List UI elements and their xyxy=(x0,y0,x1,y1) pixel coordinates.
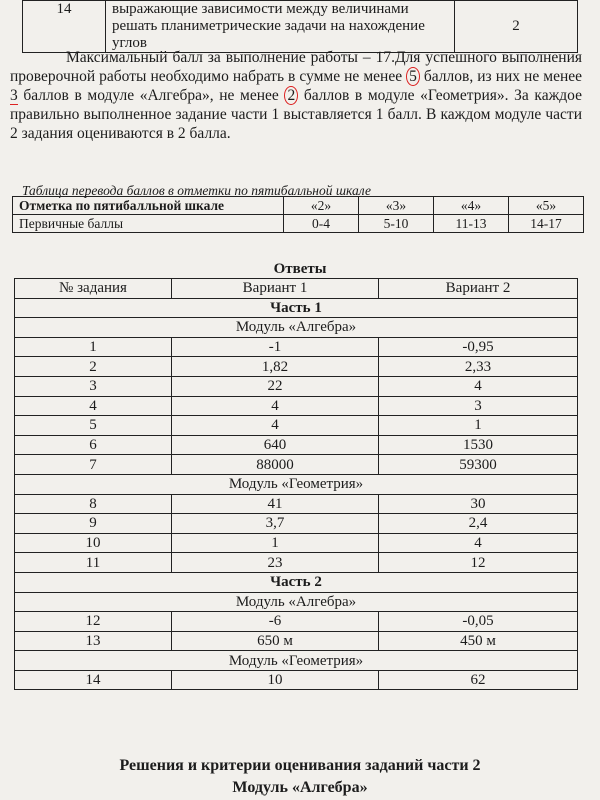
table-row xyxy=(15,455,578,475)
answers-title: Ответы xyxy=(273,261,327,277)
answer-v2: 30 xyxy=(379,494,578,514)
answer-v1: 1 xyxy=(172,533,379,553)
task-num: 5 xyxy=(15,416,172,436)
section-row xyxy=(15,298,578,318)
section-row xyxy=(15,592,578,612)
circled-mark: 5 xyxy=(406,67,420,86)
module-geometry-heading: Модуль «Геометрия» xyxy=(15,651,578,671)
scoring-text xyxy=(10,48,582,143)
task-num: 7 xyxy=(15,455,172,475)
grade-conversion-table xyxy=(12,196,584,233)
module-algebra-heading: Модуль «Алгебра» xyxy=(15,592,578,612)
text-segment: Максимальный балл за выполнение работы – 17.Для успешного выполнения проверочной работы необходимо набрать в сумме не менее xyxy=(10,49,582,85)
range-cell: 5-10 xyxy=(359,215,434,233)
task-num: 8 xyxy=(15,494,172,514)
points-row-header: Первичные баллы xyxy=(13,215,284,233)
grade-table-caption: Таблица перевода баллов в отметки по пятибалльной шкале xyxy=(22,183,371,198)
text-segment: баллов в модуле «Геометрия». За каждое правильно выполненное задание части 1 выставляется 1 балл. В каждом модуле части 2 задания оцениваются в 2 балла. xyxy=(10,87,583,142)
module-algebra-heading: Модуль «Алгебра» xyxy=(15,318,578,338)
range-cell: 14-17 xyxy=(509,215,584,233)
table-row xyxy=(23,1,578,53)
answer-v2: 450 м xyxy=(379,631,578,651)
answer-v1: 10 xyxy=(172,670,379,690)
col-v2-header: Вариант 2 xyxy=(379,279,578,299)
grade-cell: «3» xyxy=(359,197,434,215)
grade-cell: «2» xyxy=(284,197,359,215)
module-geometry-heading: Модуль «Геометрия» xyxy=(15,474,578,494)
part2-heading: Часть 2 xyxy=(15,572,578,592)
answer-v2: 12 xyxy=(379,553,578,573)
answer-v2: -0,95 xyxy=(379,337,578,357)
section-row xyxy=(15,318,578,338)
task-num: 12 xyxy=(15,612,172,632)
answer-v1: 22 xyxy=(172,376,379,396)
grade-cell: «4» xyxy=(434,197,509,215)
task-number: 14 xyxy=(23,1,106,53)
answer-v2: 62 xyxy=(379,670,578,690)
task-num: 1 xyxy=(15,337,172,357)
section-row xyxy=(15,651,578,671)
table-row xyxy=(15,396,578,416)
part1-heading: Часть 1 xyxy=(15,298,578,318)
solutions-subheading: Модуль «Алгебра» xyxy=(232,779,368,796)
skill-line-1: решать планиметрические задачи на нахождение xyxy=(112,18,425,34)
task-num: 9 xyxy=(15,514,172,534)
text-segment: баллов в модуле «Алгебра», не менее xyxy=(23,87,279,104)
table-row xyxy=(15,631,578,651)
col-v1-header: Вариант 1 xyxy=(172,279,379,299)
task-num: 6 xyxy=(15,435,172,455)
table-row xyxy=(15,670,578,690)
circled-mark: 2 xyxy=(284,86,298,105)
skill-line-2: углов xyxy=(112,35,147,51)
text-segment: баллов, из них не менее xyxy=(423,68,583,85)
table-row xyxy=(15,435,578,455)
grade-row-header: Отметка по пятибалльной шкале xyxy=(13,197,284,215)
skills-table xyxy=(22,0,578,53)
answer-v2: 4 xyxy=(379,533,578,553)
table-header-row xyxy=(15,279,578,299)
answer-v2: 3 xyxy=(379,396,578,416)
answer-v2: 4 xyxy=(379,376,578,396)
answer-v1: 88000 xyxy=(172,455,379,475)
skill-description xyxy=(106,1,455,53)
grade-cell: «5» xyxy=(509,197,584,215)
task-num: 13 xyxy=(15,631,172,651)
answer-v2: 1530 xyxy=(379,435,578,455)
skill-points: 2 xyxy=(455,1,578,53)
skill-prev-line: выражающие зависимости между величинами xyxy=(112,1,409,17)
answer-v1: -1 xyxy=(172,337,379,357)
answer-v2: 59300 xyxy=(379,455,578,475)
table-row xyxy=(15,494,578,514)
table-row xyxy=(15,376,578,396)
answer-v2: 2,4 xyxy=(379,514,578,534)
task-num: 11 xyxy=(15,553,172,573)
table-row xyxy=(15,514,578,534)
answer-v1: 4 xyxy=(172,396,379,416)
section-row xyxy=(15,474,578,494)
table-row xyxy=(15,416,578,436)
answer-v1: 1,82 xyxy=(172,357,379,377)
table-row xyxy=(15,357,578,377)
task-num: 3 xyxy=(15,376,172,396)
answer-v1: 41 xyxy=(172,494,379,514)
answer-v2: -0,05 xyxy=(379,612,578,632)
table-row xyxy=(15,533,578,553)
answer-v1: 3,7 xyxy=(172,514,379,534)
answer-v1: 650 м xyxy=(172,631,379,651)
col-task-header: № задания xyxy=(15,279,172,299)
answers-table xyxy=(14,278,578,690)
underlined-mark: 3 xyxy=(10,87,18,104)
answer-v1: -6 xyxy=(172,612,379,632)
range-cell: 11-13 xyxy=(434,215,509,233)
answer-v1: 4 xyxy=(172,416,379,436)
table-row xyxy=(15,553,578,573)
task-num: 2 xyxy=(15,357,172,377)
answer-v1: 23 xyxy=(172,553,379,573)
task-num: 10 xyxy=(15,533,172,553)
task-num: 14 xyxy=(15,670,172,690)
answer-v2: 2,33 xyxy=(379,357,578,377)
section-row xyxy=(15,572,578,592)
table-row xyxy=(13,215,584,233)
table-row xyxy=(13,197,584,215)
table-row xyxy=(15,337,578,357)
answer-v2: 1 xyxy=(379,416,578,436)
answer-v1: 640 xyxy=(172,435,379,455)
scoring-paragraph xyxy=(10,48,582,143)
solutions-heading: Решения и критерии оценивания заданий части 2 xyxy=(119,757,481,774)
task-num: 4 xyxy=(15,396,172,416)
range-cell: 0-4 xyxy=(284,215,359,233)
table-row xyxy=(15,612,578,632)
